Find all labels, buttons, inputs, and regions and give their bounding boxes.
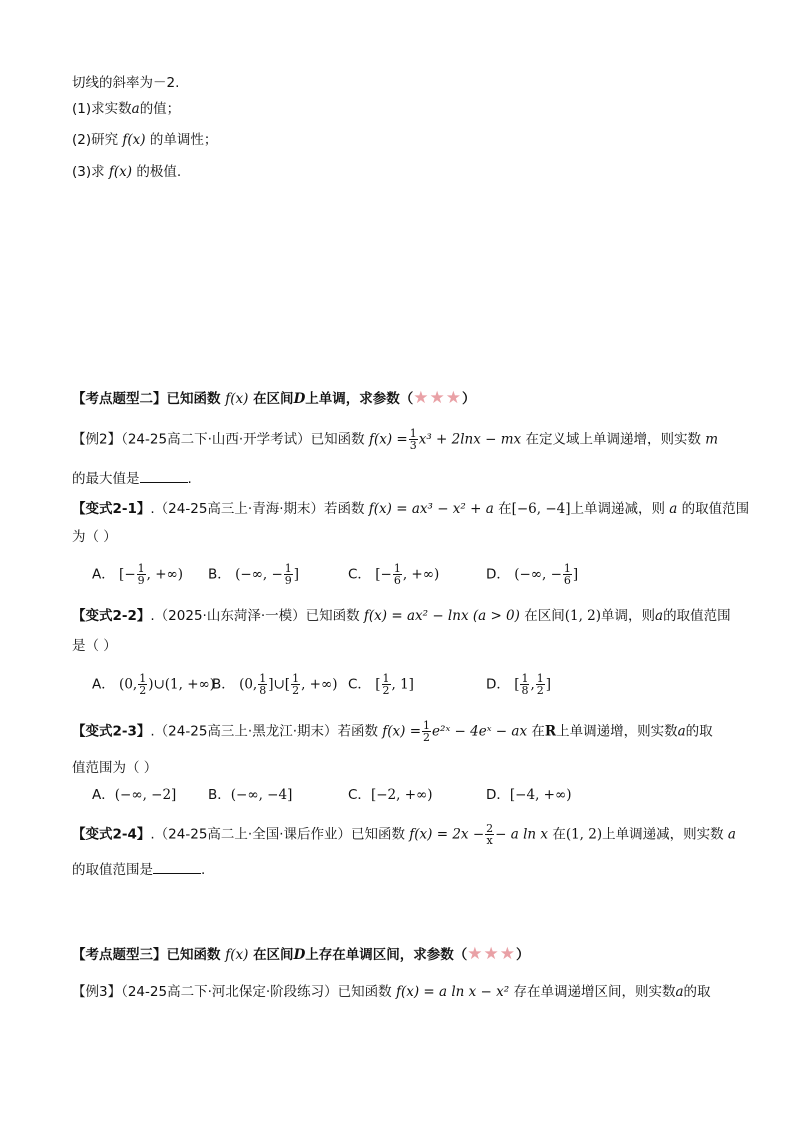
option-letter: B． — [208, 787, 231, 803]
option-part: , — [530, 676, 535, 693]
option-c[interactable] — [348, 673, 414, 696]
fraction — [137, 563, 146, 586]
q3-end: 的极值. — [136, 164, 182, 180]
v24-func-b: − a ln x — [495, 826, 549, 843]
variant-2-3-line2 — [72, 758, 157, 778]
ex3-text-c: 的取 — [683, 984, 711, 1000]
option-value: [−4, +∞) — [509, 787, 572, 803]
frac-den: 8 — [259, 684, 267, 697]
ex2-end: . — [187, 471, 192, 487]
ex2-line2: 的最大值是 — [72, 471, 140, 487]
frac-den: 2 — [139, 684, 147, 697]
option-value: [−2, +∞) — [370, 787, 433, 803]
v23-text-b: 在 — [531, 723, 545, 740]
frac-num: 1 — [393, 562, 401, 575]
variant-2-4-line2 — [72, 860, 205, 880]
v24-func-a: f(x) = 2x − — [409, 826, 485, 843]
frac-num: 1 — [409, 427, 417, 440]
option-letter: D． — [486, 676, 510, 693]
v24-interval: (1, 2) — [565, 826, 603, 843]
q2-func: f(x) — [122, 132, 146, 148]
answer-blank[interactable] — [140, 470, 188, 483]
frac-num: 1 — [563, 562, 571, 575]
option-d[interactable] — [486, 673, 551, 696]
variant-2-1-line2 — [72, 527, 117, 547]
v22-interval: (1, 2) — [564, 608, 602, 624]
section2-func: f(x) — [225, 391, 249, 407]
ex2-var: m — [705, 431, 719, 448]
intro-text: 切线的斜率为－2. — [72, 75, 180, 91]
section2-title-end: ） — [462, 391, 476, 407]
variant-label: 【变式2-4】 — [72, 826, 151, 843]
option-letter: B． — [208, 566, 231, 583]
difficulty-stars: ★★★ — [467, 944, 517, 964]
option-part: ] — [545, 676, 552, 693]
option-value: (−∞, −2] — [114, 787, 177, 803]
option-letter: A． — [92, 676, 115, 693]
q1-end: 的值； — [139, 101, 181, 117]
q3-func: f(x) — [108, 164, 133, 180]
difficulty-stars: ★★★ — [413, 388, 463, 408]
v24-end: . — [201, 862, 206, 878]
option-letter: D． — [486, 787, 510, 803]
example-3-line1 — [72, 982, 711, 1002]
frac-num: 1 — [423, 719, 431, 732]
option-right: , +∞) — [146, 566, 184, 583]
variant-label: 【变式2-3】 — [72, 723, 151, 740]
ex3-func: f(x) = a ln x − x² — [395, 984, 510, 1000]
frac-den: 6 — [563, 574, 571, 587]
section2-title-c: 上单调，求参数（ — [305, 391, 414, 407]
variant-source: .（24-25高三上·青海·期末）若函数 — [150, 501, 365, 517]
answer-blank[interactable] — [153, 861, 201, 874]
frac-num: 1 — [382, 672, 390, 685]
fraction — [409, 428, 418, 451]
frac-den: 3 — [409, 439, 417, 452]
option-part: , +∞) — [301, 676, 338, 693]
frac-num: 2 — [486, 822, 494, 835]
variant-source: .（2025·山东菏泽·一模）已知函数 — [150, 608, 360, 624]
ex2-text-b: 在定义域上单调递增，则实数 — [525, 431, 701, 448]
fraction — [536, 673, 545, 696]
frac-den: 2 — [382, 684, 390, 697]
v23-set: R — [544, 723, 557, 740]
fraction — [291, 673, 300, 696]
section-title-3 — [72, 944, 530, 965]
fraction — [563, 563, 572, 586]
v21-text-c: 上单调递减，则 — [570, 501, 665, 517]
v21-line2: 为（ ） — [72, 529, 117, 545]
option-part: (0, — [119, 676, 138, 693]
fraction — [393, 563, 402, 586]
option-a[interactable] — [92, 784, 176, 806]
option-part: [ — [375, 676, 381, 693]
v24-var: a — [727, 826, 736, 843]
option-part: )∪(1, +∞) — [148, 676, 216, 693]
v23-func-a: f(x) = — [382, 723, 422, 740]
v22-line2: 是（ ） — [72, 638, 117, 654]
option-part: ]∪[ — [268, 676, 291, 693]
frac-num: 1 — [521, 672, 529, 685]
v21-text-b: 在 — [498, 501, 512, 517]
option-letter: A． — [92, 566, 115, 583]
option-d[interactable] — [486, 784, 571, 806]
frac-den: 2 — [292, 684, 300, 697]
v22-text-d: 的取值范围 — [663, 608, 731, 624]
v23-text-c: 上单调递增，则实数 — [556, 723, 678, 740]
question-3 — [72, 162, 181, 182]
section3-title-b: 在区间 — [253, 947, 294, 963]
v21-var: a — [669, 501, 678, 517]
v23-var: a — [677, 723, 686, 740]
option-letter: C． — [348, 566, 371, 583]
option-right: ] — [572, 566, 579, 583]
section-title-2 — [72, 388, 476, 409]
v21-text-d: 的取值范围 — [681, 501, 750, 517]
v21-interval: [−6, −4] — [511, 501, 571, 517]
section3-title-end: ） — [516, 947, 530, 963]
section3-title-a: 【考点题型三】已知函数 — [72, 947, 221, 963]
frac-den: 6 — [393, 574, 401, 587]
option-b[interactable] — [208, 784, 292, 806]
option-d[interactable] — [486, 563, 578, 586]
frac-num: 1 — [284, 562, 292, 575]
example-2-line2 — [72, 469, 192, 489]
fraction — [284, 563, 293, 586]
option-left: [− — [375, 566, 392, 583]
option-letter: A． — [92, 787, 115, 803]
example-source: （24-25高二下·山西·开学考试）已知函数 — [121, 431, 365, 448]
intro-line — [72, 73, 179, 93]
frac-den: 2 — [536, 684, 544, 697]
fraction — [258, 673, 267, 696]
q3-text: (3)求 — [72, 164, 105, 180]
v22-text-b: 在区间 — [524, 608, 565, 624]
frac-num: 1 — [536, 672, 544, 685]
frac-den: 2 — [423, 731, 431, 744]
fraction — [138, 673, 147, 696]
option-letter: D． — [486, 566, 510, 583]
frac-den: x — [486, 834, 493, 847]
q1-text: (1)求实数 — [72, 101, 132, 117]
variant-2-4-line1 — [72, 823, 736, 846]
v22-func: f(x) = ax² − lnx (a > 0) — [363, 608, 520, 624]
option-left: [− — [119, 566, 136, 583]
section3-title-c: 上存在单调区间，求参数（ — [305, 947, 468, 963]
v23-text-d: 的取 — [685, 723, 713, 740]
ex3-var: a — [675, 984, 684, 1000]
option-letter: C． — [348, 676, 371, 693]
option-letter: B． — [212, 676, 235, 693]
section2-var: D — [293, 391, 306, 407]
v22-var: a — [655, 608, 664, 624]
option-left: (−∞, − — [514, 566, 562, 583]
variant-label: 【变式2-1】 — [72, 501, 151, 517]
ex2-func-a: f(x) = — [368, 431, 408, 448]
question-1 — [72, 99, 180, 119]
frac-num: 1 — [292, 672, 300, 685]
v21-func: f(x) = ax³ − x² + a — [368, 501, 494, 517]
option-value: (−∞, −4] — [230, 787, 293, 803]
ex2-func-b: x³ + 2lnx − mx — [418, 431, 522, 448]
variant-2-2-line2 — [72, 636, 117, 656]
variant-source: .（24-25高三上·黑龙江·期末）若函数 — [150, 723, 378, 740]
option-part: (0, — [239, 676, 258, 693]
option-part: [ — [514, 676, 520, 693]
option-right: ] — [293, 566, 300, 583]
frac-num: 1 — [137, 562, 145, 575]
section2-title-b: 在区间 — [253, 391, 294, 407]
v24-line2: 的取值范围是 — [72, 862, 153, 878]
variant-2-1-line1 — [72, 499, 749, 519]
fraction — [382, 673, 391, 696]
v23-line2: 值范围为（ ） — [72, 760, 158, 776]
option-right: , +∞) — [402, 566, 440, 583]
variant-2-3-line1 — [72, 720, 713, 743]
q1-var: a — [131, 101, 140, 117]
variant-2-2-line1 — [72, 606, 731, 626]
v23-func-b: e²ˣ − 4eˣ − ax — [432, 723, 528, 740]
variant-label: 【变式2-2】 — [72, 608, 151, 624]
ex3-text-b: 存在单调递增区间，则实数 — [513, 984, 676, 1000]
option-letter: C． — [348, 787, 371, 803]
variant-source: .（24-25高二上·全国·课后作业）已知函数 — [150, 826, 405, 843]
frac-den: 9 — [284, 574, 292, 587]
option-c[interactable] — [348, 784, 433, 806]
example-label: 【例3】 — [72, 984, 122, 1000]
fraction — [485, 823, 494, 846]
v24-text-b: 在 — [552, 826, 566, 843]
frac-den: 8 — [521, 684, 529, 697]
example-2-line1 — [72, 428, 718, 451]
section3-var: D — [293, 947, 306, 963]
q2-text: (2)研究 — [72, 132, 119, 148]
frac-den: 9 — [137, 574, 145, 587]
fraction — [520, 673, 529, 696]
example-label: 【例2】 — [72, 431, 122, 448]
option-b[interactable] — [212, 673, 338, 696]
frac-num: 1 — [259, 672, 267, 685]
option-b[interactable] — [208, 563, 299, 586]
frac-num: 1 — [139, 672, 147, 685]
question-2 — [72, 130, 217, 150]
v22-text-c: 单调，则 — [601, 608, 656, 624]
option-c[interactable] — [348, 563, 439, 586]
option-left: (−∞, − — [235, 566, 283, 583]
v24-text-c: 上单调递减，则实数 — [602, 826, 724, 843]
example-source: （24-25高二下·河北保定·阶段练习）已知函数 — [121, 984, 392, 1000]
option-a[interactable] — [92, 563, 183, 586]
fraction — [422, 720, 431, 743]
option-a[interactable] — [92, 673, 215, 696]
option-part: , 1] — [391, 676, 414, 693]
section2-title-a: 【考点题型二】已知函数 — [72, 391, 221, 407]
section3-func: f(x) — [225, 947, 249, 963]
q2-end: 的单调性； — [149, 132, 218, 148]
